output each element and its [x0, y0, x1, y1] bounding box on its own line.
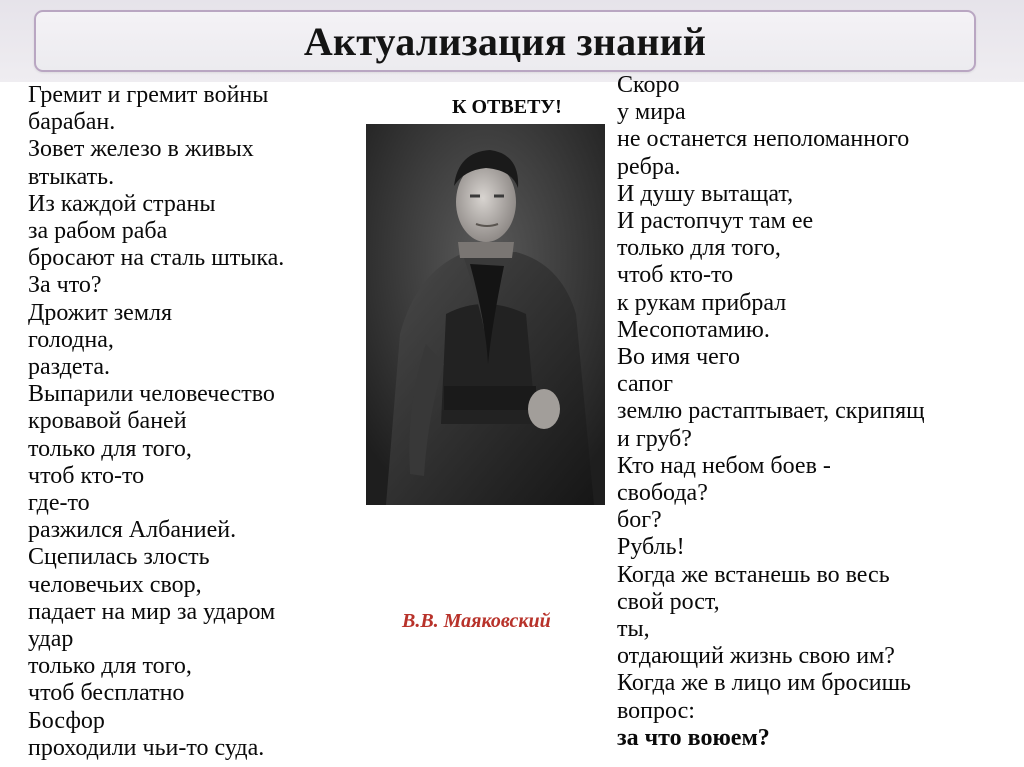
poem-line: И душу вытащат,: [617, 180, 794, 207]
poem-line: Из каждой страны: [28, 190, 216, 217]
poem-line: только для того,: [28, 435, 192, 462]
poem-line: чтоб бесплатно: [28, 680, 185, 707]
poem-line: только для того,: [617, 235, 781, 262]
poem-line: Гремит и гремит войны: [28, 82, 269, 108]
poem-line: барабан.: [28, 109, 116, 136]
poem-line: к рукам прибрал: [617, 289, 787, 316]
poem-line: только для того,: [28, 653, 192, 680]
portrait-illustration: [366, 124, 605, 505]
poem-line: втыкать.: [28, 163, 115, 190]
poem-right-column: [617, 72, 925, 752]
poem-line: Выпарили человечество: [28, 381, 275, 408]
poem-line: человечьих свор,: [28, 571, 202, 598]
poem-line: где-то: [28, 490, 90, 517]
poem-line: у мира: [617, 99, 686, 126]
poem-line: бог?: [617, 507, 662, 534]
callout-text: К ОТВЕТУ!: [452, 96, 562, 118]
poem-line: за рабом раба: [28, 218, 168, 245]
poem-line: Сцепилась злость: [28, 544, 210, 571]
poem-line: свобода?: [617, 480, 708, 507]
poem-line: Во имя чего: [617, 344, 741, 371]
poem-line: не останется неполоманного: [617, 126, 910, 153]
poem-line: свой рост,: [617, 588, 720, 615]
poem-line: кровавой баней: [28, 408, 187, 435]
poem-line: и груб?: [617, 425, 692, 452]
poem-line: И растопчут там ее: [617, 208, 814, 235]
poem-line: землю растаптывает, скрипящ: [617, 398, 925, 425]
title-frame: [34, 10, 976, 72]
poem-line: Дрожит земля: [28, 299, 173, 326]
poem-line: Рубль!: [617, 534, 685, 561]
poem-line: отдающий жизнь свою им?: [617, 643, 895, 670]
poem-line: ты,: [617, 616, 650, 643]
poem-left-column: [28, 82, 284, 762]
poem-line: раздета.: [28, 354, 110, 381]
poem-line: Кто над небом боев -: [617, 452, 831, 479]
poem-line: за что воюем?: [617, 724, 770, 751]
poem-line: ребра.: [617, 153, 681, 180]
poem-line: удар: [28, 626, 74, 653]
poem-line: Когда же встанешь во весь: [617, 561, 890, 588]
poem-line: проходили чьи-то суда.: [28, 734, 265, 761]
poem-line: чтоб кто-то: [617, 262, 734, 289]
poem-line: Когда же в лицо им бросишь: [617, 670, 911, 697]
poem-line: За что?: [28, 272, 102, 299]
poem-line: сапог: [617, 371, 673, 398]
poem-line: вопрос:: [617, 697, 695, 724]
poem-line: Скоро: [617, 72, 680, 98]
slide-title: Актуализация знаний: [303, 18, 707, 64]
portrait-photo: [366, 124, 605, 505]
poem-line: бросают на сталь штыка.: [28, 245, 285, 272]
poem-line: разжился Албанией.: [28, 517, 237, 544]
poem-line: чтоб кто-то: [28, 462, 145, 489]
poem-line: Зовет железо в живых: [28, 136, 254, 163]
poem-line: Месопотамию.: [617, 316, 770, 343]
poem-line: Босфор: [28, 707, 105, 734]
poem-line: падает на мир за ударом: [28, 598, 276, 625]
author-caption: В.В. Маяковский: [402, 610, 551, 632]
poem-line: голодна,: [28, 326, 114, 353]
